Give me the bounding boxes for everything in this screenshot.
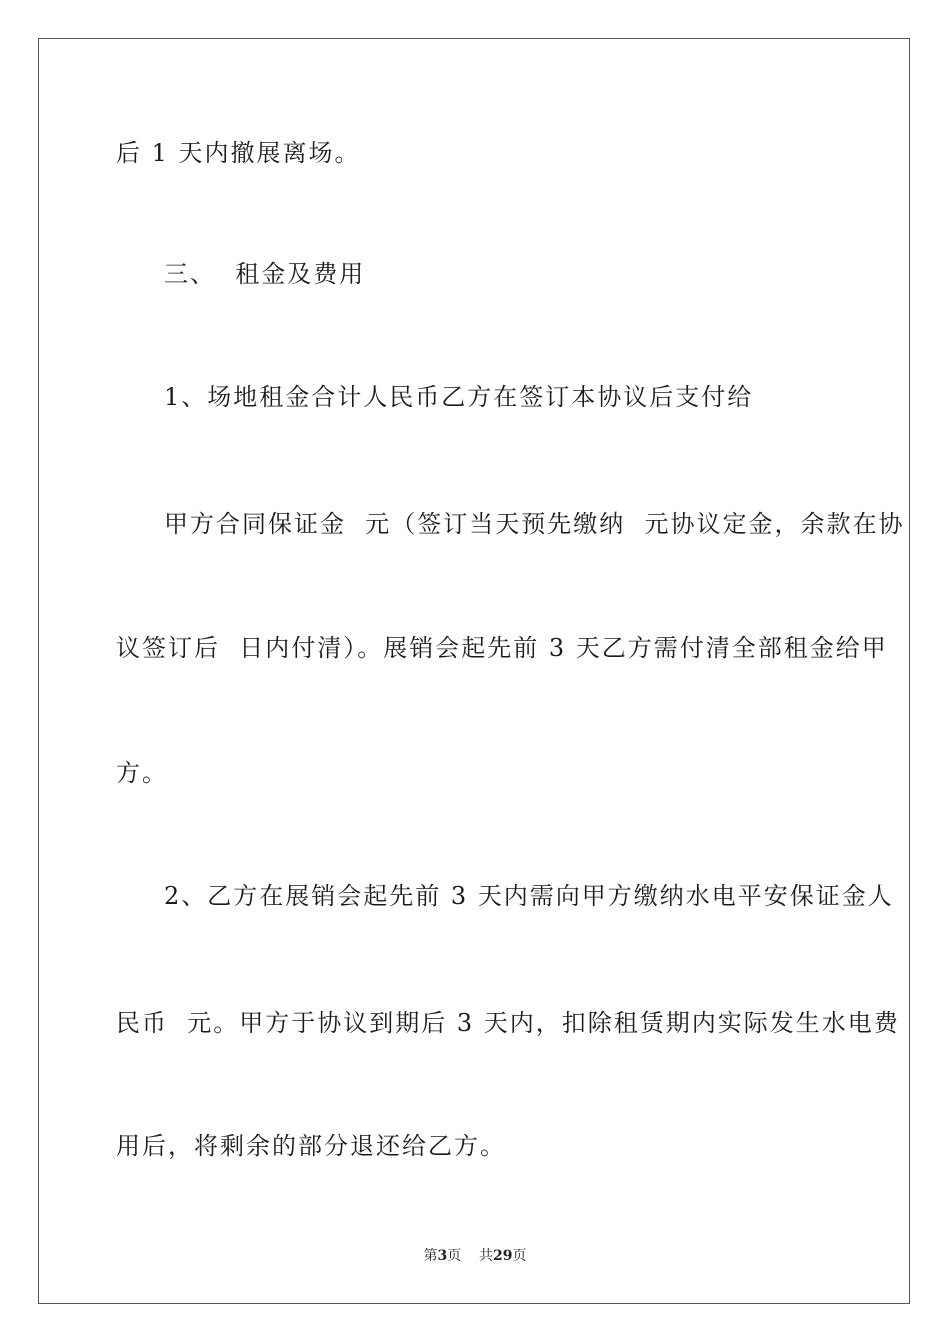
text-line-4: 甲方合同保证金 元（签订当天预先缴纳 元协议定金，余款在协: [164, 510, 905, 538]
page-number: 3: [437, 1248, 448, 1264]
text-line-7: 2、乙方在展销会起先前 3 天内需向甲方缴纳水电平安保证金人: [164, 882, 894, 910]
text-line-8: 民币 元。甲方于协议到期后 3 天内，扣除租赁期内实际发生水电费: [116, 1009, 900, 1037]
text-line-3: 1、场地租金合计人民币乙方在签订本协议后支付给: [164, 383, 754, 411]
page-prefix: 第: [423, 1248, 438, 1264]
page-border: [38, 38, 910, 1304]
total-prefix: 共: [479, 1248, 494, 1264]
page-footer: [0, 1246, 950, 1266]
text-line-1: 后 1 天内撤展离场。: [116, 139, 361, 167]
page-suffix: 页: [447, 1248, 462, 1264]
text-line-6: 方。: [116, 759, 168, 787]
section-heading: 三、 租金及费用: [164, 260, 366, 288]
text-line-5: 议签订后 日内付清）。展销会起先前 3 天乙方需付清全部租金给甲: [116, 634, 888, 662]
text-line-9: 用后，将剩余的部分退还给乙方。: [116, 1132, 506, 1160]
total-suffix: 页: [512, 1248, 527, 1264]
total-pages: 29: [493, 1248, 513, 1264]
